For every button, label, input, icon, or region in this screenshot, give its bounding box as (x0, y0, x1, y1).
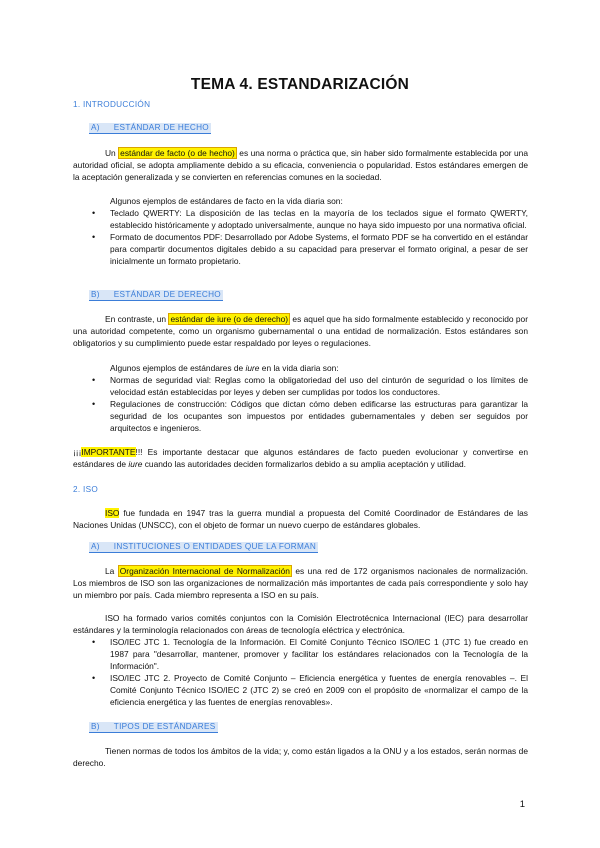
highlighted-term: estándar de iure (o de derecho) (170, 314, 289, 324)
paragraph: Algunos ejemplos de estándares de facto en la vida diaria son: (110, 196, 343, 206)
subsection-letter: B) (91, 290, 100, 299)
subsection-letter: A) (91, 542, 100, 551)
subsection-letter: B) (91, 722, 100, 731)
paragraph: Tienen normas de todos los ámbitos de la vida; y, como están ligados a la ONU y a los estados, serán normas de derecho. (73, 746, 528, 768)
paragraph: ISO fue fundada en 1947 tras la guerra mundial a propuesta del Comité Coordinador de Estándares de las Naciones Unidas (UNSCC), con el objeto de formar un nuevo cuerpo de estándares globales. (73, 508, 528, 530)
list-item: • Formato de documentos PDF: Desarrollado por Adobe Systems, el formato PDF se ha convertido en el estándar para compartir documentos digitales debido a su capacidad para preservar el formato original, a pesar de ser inicialmente un formato propietario. (90, 231, 528, 267)
list-item: • Teclado QWERTY: La disposición de las teclas en la mayoría de los teclados sigue el formato QWERTY, establecido históricamente y adoptado universalmente, aunque no haya sido impuesto por una normativa oficial. (90, 207, 528, 231)
highlighted-term: IMPORTANTE (81, 447, 136, 457)
page-title: TEMA 4. ESTANDARIZACIÓN (190, 76, 410, 93)
list-item: • Regulaciones de construcción: Códigos que dictan cómo deben edificarse las estructuras para garantizar la seguridad de los ocupantes son impuestos por entidades gubernamentales y deben ser seguidos por arquitectos e ingenieros. (90, 398, 528, 434)
bullet-list (90, 636, 528, 708)
paragraph: ISO ha formado varios comités conjuntos con la Comisión Electrotécnica Internacional (IEC) para desarrollar estándares y la terminología relacionados con áreas de tecnología eléctrica y electrónica. (73, 613, 528, 635)
subsection-title: ESTÁNDAR DE HECHO (113, 123, 209, 132)
paragraph: La Organización Internacional de Normalización es una red de 172 organismos nacionales de normalización. Los miembros de ISO son las organizaciones de normalización más importantes de cada país correspondiente y solo hay un miembro por país. Cada miembro representa a ISO en su país. (73, 566, 528, 600)
subsection-title: ESTÁNDAR DE DERECHO (113, 290, 221, 299)
subsection-heading-instituciones (89, 542, 318, 553)
bullet-list (90, 207, 528, 267)
list-item: • ISO/IEC JTC 1. Tecnología de la Información. El Comité Conjunto Técnico ISO/IEC 1 (JTC 1) fue creado en 1987 para "desarrollar, mantener, promover y facilitar los estándares relacionados con la Tecnología de la Información". (90, 636, 528, 672)
paragraph: Un estándar de facto (o de hecho) es una norma o práctica que, sin haber sido formalmente establecida por una autoridad oficial, se adopta ampliamente debido a su eficacia, conveniencia o popularidad. Estos estándares emergen de la aceptación generalizada y se convierten en referencias comunes en la sociedad. (73, 148, 528, 182)
page-number: 1 (519, 799, 525, 810)
subsection-title: INSTITUCIONES O ENTIDADES QUE LA FORMAN (113, 542, 317, 551)
subsection-heading-estandar-derecho (89, 290, 223, 301)
highlighted-term: ISO (105, 508, 120, 518)
subsection-heading-tipos (89, 722, 218, 733)
list-item: • ISO/IEC JTC 2. Proyecto de Comité Conjunto – Eficiencia energética y fuentes de energía renovables –. El Comité Conjunto Técnico ISO/IEC 2 (JTC 2) se creó en 2009 con el propósito de «normalizar el campo de la eficiencia energética y las fuentes de energías renovables». (90, 672, 528, 708)
list-item: • Normas de seguridad vial: Reglas como la obligatoriedad del uso del cinturón de seguridad o los límites de velocidad están establecidas por leyes y deben ser cumplidas por todos los conductores. (90, 374, 528, 398)
section-heading-introduccion: 1. INTRODUCCIÓN (73, 100, 151, 109)
paragraph: En contraste, un estándar de iure (o de derecho) es aquel que ha sido formalmente establecido y reconocido por una autoridad competente, como un organismo gubernamental o una entidad de normalización. Estos estándares son obligatorios y su cumplimiento puede estar respaldado por leyes o regulaciones. (73, 314, 528, 348)
subsection-letter: A) (91, 123, 100, 132)
paragraph: Algunos ejemplos de estándares de iure en la vida diaria son: (110, 363, 339, 373)
highlighted-term: Organización Internacional de Normalización (119, 566, 290, 576)
bullet-list (90, 374, 528, 434)
section-heading-iso: 2. ISO (73, 485, 99, 494)
highlighted-term: estándar de facto (o de hecho) (120, 148, 235, 158)
subsection-title: TIPOS DE ESTÁNDARES (113, 722, 216, 731)
important-note: ¡¡¡IMPORTANTE!!! Es importante destacar que algunos estándares de facto pueden evolucionar y convertirse en estándares de iure cuando las autoridades deciden formalizarlos debido a su amplia aceptación y utilidad. (73, 447, 528, 469)
subsection-heading-estandar-hecho (89, 123, 211, 134)
